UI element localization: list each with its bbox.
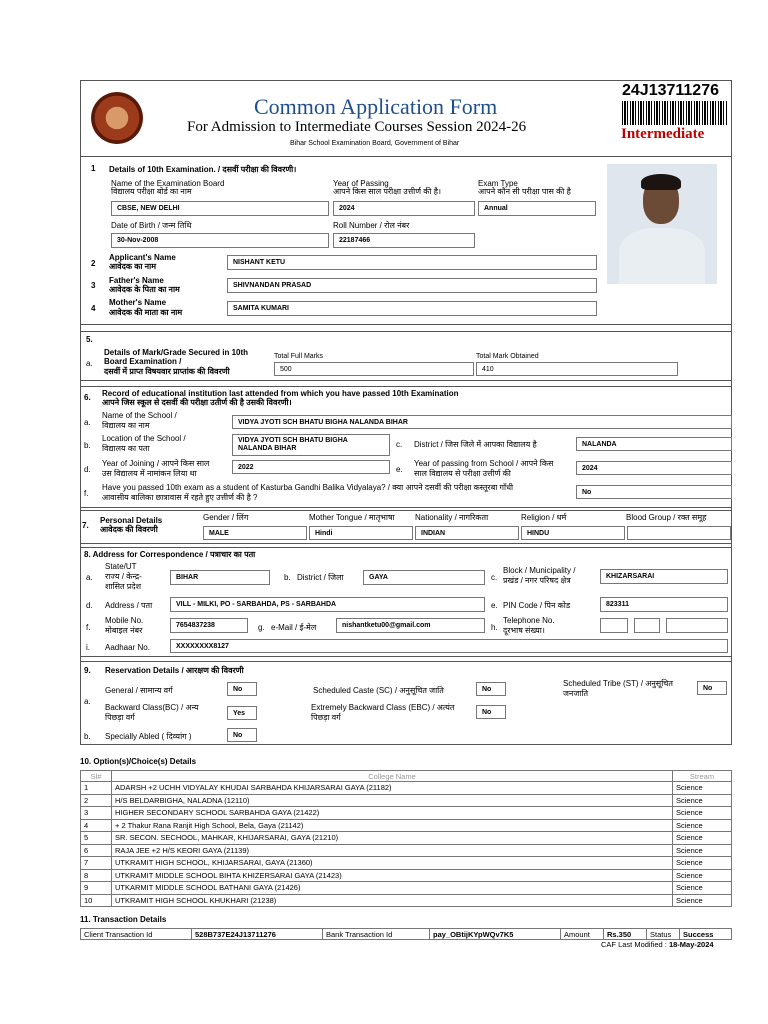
- email-field[interactable]: nishantketu00@gmail.com: [336, 618, 485, 633]
- stream-label: Intermediate: [621, 126, 705, 142]
- table-row: [81, 794, 732, 807]
- option-college: H/S BELDARBIGHA, NALADNA (12110): [112, 794, 673, 807]
- table-row: [81, 782, 732, 795]
- school-location-field[interactable]: [232, 434, 390, 456]
- transaction-title: 11. Transaction Details: [80, 915, 167, 924]
- option-sl: 7: [81, 857, 112, 870]
- mother-name-field[interactable]: SAMITA KUMARI: [227, 301, 597, 316]
- option-college: UTKRAMIT HIGH SCHOOL, KHIJARSARAI, GAYA (21360): [112, 857, 673, 870]
- school-district-field[interactable]: NALANDA: [576, 437, 732, 451]
- school-title-hi: आपने जिस स्कूल से दसवीं की परीक्षा उतीर्ण की है उसकी विवरणी।: [102, 398, 292, 407]
- table-row: [81, 894, 732, 907]
- mobile-label-hi: मोबाइल नंबर: [105, 626, 143, 635]
- roll-field[interactable]: 22187466: [333, 233, 475, 248]
- applicant-name-label-hi: आवेदक का नाम: [109, 262, 156, 271]
- applicant-photo: [607, 164, 717, 284]
- form-subtitle: For Admission to Intermediate Courses Session 2024-26: [187, 119, 527, 135]
- dob-label: Date of Birth / जन्म तिथि: [111, 221, 192, 230]
- form-title: Common Application Form: [254, 94, 498, 119]
- state-a-marker: a.: [86, 573, 93, 582]
- transaction-row: [81, 929, 732, 940]
- marks-label-2: Board Examination /: [104, 357, 182, 366]
- mobile-field[interactable]: 7654837238: [170, 618, 248, 633]
- applicant-name-field[interactable]: NISHANT KETU: [227, 255, 597, 270]
- school-name-field[interactable]: VIDYA JYOTI SCH BHATU BIGHA NALANDA BIHAR: [232, 415, 732, 429]
- abled-label: Specially Abled ( दिव्यांग ): [105, 732, 192, 741]
- father-name-label: Father's Name: [109, 276, 164, 285]
- section-5-number: 5.: [86, 335, 93, 344]
- tel-h-marker: h.: [491, 623, 498, 632]
- option-sl: 6: [81, 844, 112, 857]
- school-location-label: Location of the School /: [102, 434, 186, 443]
- school-name-label: Name of the School /: [102, 411, 177, 420]
- father-name-field[interactable]: SHIVNANDAN PRASAD: [227, 278, 597, 293]
- option-college: ADARSH +2 UCHH VIDYALAY KHUDAI SARBAHDA KHIJARSARAI GAYA (21182): [112, 782, 673, 795]
- option-college: + 2 Thakur Rana Ranjit High School, Bela, Gaya (21142): [112, 819, 673, 832]
- year-label-hi: आपने किस साल परीक्षा उत्तीर्ण की है।: [333, 187, 441, 196]
- year-label: Year of Passing: [333, 179, 389, 188]
- option-sl: 3: [81, 807, 112, 820]
- options-header-sl: Sl#: [81, 771, 112, 782]
- option-stream: Science: [673, 832, 732, 845]
- section-7-number: 7.: [82, 521, 89, 530]
- school-c-marker: c.: [396, 440, 403, 449]
- option-stream: Science: [673, 869, 732, 882]
- table-row: [81, 807, 732, 820]
- state-label-hi2: शासित प्रदेश: [105, 582, 142, 591]
- nationality-label: Nationality / नागरिकता: [415, 513, 489, 522]
- sc-label: Scheduled Caste (SC) / अनुसूचित जाति: [313, 686, 444, 695]
- transaction-table: [80, 928, 732, 940]
- amount-value: Rs.350: [604, 929, 647, 940]
- exam-type-field[interactable]: Annual: [478, 201, 596, 216]
- address-d-marker: d.: [86, 601, 93, 610]
- school-f-marker: f.: [84, 489, 89, 498]
- amount-label: Amount: [561, 929, 604, 940]
- option-stream: Science: [673, 819, 732, 832]
- bc-field[interactable]: Yes: [227, 706, 257, 720]
- personal-label: Personal Details: [100, 516, 163, 525]
- roll-label: Roll Number / रोल नंबर: [333, 221, 410, 230]
- ebc-label-hi: पिछड़ा वर्ग: [311, 713, 341, 722]
- table-row: [81, 844, 732, 857]
- table-row: [81, 882, 732, 895]
- options-table: [80, 770, 732, 907]
- kgbv-label-hi: आवासीय बालिका छात्रावास में रहते हुए उत्तीर्ण की है ?: [102, 493, 258, 502]
- option-sl: 1: [81, 782, 112, 795]
- board-label: Name of the Examination Board: [111, 179, 225, 188]
- st-label-hi: जनजाति: [563, 689, 589, 698]
- st-label: Scheduled Tribe (ST) / अनुसूचित: [563, 679, 673, 688]
- board-name: Bihar School Examination Board, Government of Bihar: [290, 140, 460, 147]
- section-3-number: 3: [91, 281, 96, 290]
- bank-txn-label: Bank Transaction Id: [323, 929, 430, 940]
- total-obtained-label: Total Mark Obtained: [476, 353, 539, 360]
- client-txn-label: Client Transaction Id: [81, 929, 192, 940]
- reservation-title: Reservation Details / आरक्षण की विवरणी: [105, 666, 244, 675]
- option-college: HIGHER SECONDARY SCHOOL SARBAHDA GAYA (21422): [112, 807, 673, 820]
- school-location-label-hi: विद्यालय का पता: [102, 444, 150, 453]
- join-year-label: Year of Joining / आपने किस साल: [102, 459, 210, 468]
- option-stream: Science: [673, 882, 732, 895]
- option-college: UTKRAMIT HIGH SCHOOL KHUKHARI (21238): [112, 894, 673, 907]
- block-field[interactable]: KHIZARSARAI: [600, 569, 728, 584]
- status-label: Status: [647, 929, 680, 940]
- exam-type-label-hi: आपने कौन सी परीक्षा पास की है: [478, 187, 571, 196]
- address-title: 8. Address for Correspondence / पत्राचार का पता: [84, 550, 256, 559]
- aadhaar-i-marker: i.: [86, 643, 90, 652]
- total-full-label: Total Full Marks: [274, 353, 324, 360]
- option-stream: Science: [673, 844, 732, 857]
- telephone-label: Telephone No.: [503, 616, 555, 625]
- option-sl: 2: [81, 794, 112, 807]
- telephone-std-field[interactable]: [600, 618, 628, 633]
- st-field[interactable]: No: [697, 681, 727, 695]
- marks-label: Details of Mark/Grade Secured in 10th: [104, 348, 249, 357]
- option-college: UTKRAMIT MIDDLE SCHOOL BIHTA KHIZERSARAI GAYA (21423): [112, 869, 673, 882]
- board-seal-logo: [91, 92, 143, 144]
- blood-group-field[interactable]: [627, 526, 731, 540]
- email-g-marker: g.: [258, 623, 265, 632]
- personal-label-hi: आवेदक की विवरणी: [100, 525, 158, 534]
- option-stream: Science: [673, 857, 732, 870]
- option-sl: 8: [81, 869, 112, 882]
- address-field[interactable]: VILL - MILKI, PO - SARBAHDA, PS - SARBAHDA: [170, 597, 485, 612]
- nationality-field[interactable]: INDIAN: [415, 526, 519, 540]
- school-a-marker: a.: [84, 418, 91, 427]
- school-b-marker: b.: [84, 441, 91, 450]
- option-college: UTKARMIT MIDDLE SCHOOL BATHANI GAYA (21426): [112, 882, 673, 895]
- photo-hair: [641, 174, 681, 190]
- blood-group-label: Blood Group / रक्त समूह: [626, 513, 707, 522]
- table-row: [81, 857, 732, 870]
- section-4-number: 4: [91, 304, 96, 313]
- total-obtained-field[interactable]: 410: [476, 362, 678, 376]
- mobile-label: Mobile No.: [105, 616, 144, 625]
- section-1-title: Details of 10th Examination. / दसवीं परीक्षा की विवरणी।: [109, 165, 297, 174]
- table-row: [81, 819, 732, 832]
- form-id: 24J13711276: [622, 82, 719, 99]
- general-field[interactable]: No: [227, 682, 257, 696]
- aadhaar-label: Aadhaar No.: [105, 643, 150, 652]
- pass-year-label-hi: साल विद्यालय से परीक्षा उत्तीर्ण की: [414, 469, 511, 478]
- sc-field[interactable]: No: [476, 682, 506, 696]
- pass-year-label: Year of passing from School / आपने किस: [414, 459, 554, 468]
- block-c-marker: c.: [491, 573, 498, 582]
- marks-label-hi: दसवीं में प्राप्त विषयवार प्राप्तांक की विवरणी: [104, 367, 230, 376]
- options-header-row: [81, 771, 732, 782]
- school-d-marker: d.: [84, 465, 91, 474]
- section-5-sub: a.: [86, 359, 93, 368]
- telephone-label-hi: दूरभाष संख्या।: [503, 626, 545, 635]
- year-field[interactable]: 2024: [333, 201, 475, 216]
- last-modified-value: 18-May-2024: [668, 940, 714, 949]
- pass-year-field[interactable]: 2024: [576, 461, 732, 475]
- table-row: [81, 832, 732, 845]
- bank-txn-value: pay_OBtijKYpWQv7K5: [430, 929, 561, 940]
- option-stream: Science: [673, 894, 732, 907]
- bc-label: Backward Class(BC) / अन्य: [105, 703, 199, 712]
- options-header-stream: Stream: [673, 771, 732, 782]
- kgbv-field[interactable]: No: [576, 485, 732, 499]
- state-field[interactable]: BIHAR: [170, 570, 270, 585]
- option-sl: 5: [81, 832, 112, 845]
- options-header-college: College Name: [112, 771, 673, 782]
- pin-e-marker: e.: [491, 601, 498, 610]
- ebc-label: Extremely Backward Class (EBC) / अत्यंत: [311, 703, 455, 712]
- board-label-hi: विद्यालय परीक्षा बोर्ड का नाम: [111, 187, 192, 196]
- district-b-marker: b.: [284, 573, 291, 582]
- district-field[interactable]: GAYA: [363, 570, 485, 585]
- father-name-label-hi: आवेदक के पिता का नाम: [109, 285, 180, 294]
- dob-field[interactable]: 30-Nov-2008: [111, 233, 329, 248]
- aadhaar-field[interactable]: XXXXXXXX8127: [170, 639, 728, 653]
- applicant-name-label: Applicant's Name: [109, 253, 176, 262]
- last-modified: [601, 940, 714, 949]
- table-row: [81, 869, 732, 882]
- option-college: RAJA JEE +2 H/S KEORI GAYA (21139): [112, 844, 673, 857]
- address-label: Address / पता: [105, 601, 153, 610]
- mother-name-label: Mother's Name: [109, 298, 167, 307]
- abled-field[interactable]: No: [227, 728, 257, 742]
- barcode: [622, 101, 728, 125]
- school-location-line2: NALANDA BIHAR: [238, 445, 297, 452]
- option-stream: Science: [673, 807, 732, 820]
- general-label: General / सामान्य वर्ग: [105, 686, 173, 695]
- tongue-label: Mother Tongue / मातृभाषा: [309, 513, 395, 522]
- reservation-b-marker: b.: [84, 732, 91, 741]
- last-modified-label: CAF Last Modified :: [601, 940, 667, 949]
- school-title: Record of educational institution last attended from which you have passed 10th Examination: [102, 389, 459, 398]
- telephone-ext-field[interactable]: [666, 618, 728, 633]
- tongue-field[interactable]: Hindi: [309, 526, 413, 540]
- status-value: Success: [680, 929, 732, 940]
- block-label: Block / Municipality /: [503, 566, 576, 575]
- reservation-a-marker: a.: [84, 697, 91, 706]
- kgbv-label: Have you passed 10th exam as a student of Kasturba Gandhi Balika Vidyalaya? / क्या आपने दसवीं की परीक्षा कस्तूरबा गाँधी: [102, 483, 514, 492]
- option-sl: 10: [81, 894, 112, 907]
- mobile-f-marker: f.: [86, 623, 91, 632]
- section-1-number: 1: [91, 164, 96, 173]
- state-label: State/UT: [105, 562, 137, 571]
- religion-label: Religion / धर्म: [521, 513, 567, 522]
- option-stream: Science: [673, 794, 732, 807]
- option-college: SR. SECON. SECHOOL, MAHKAR, KHIJARSARAI, GAYA (21210): [112, 832, 673, 845]
- state-label-hi: राज्य / केन्द्र-: [105, 572, 142, 581]
- gender-field[interactable]: MALE: [203, 526, 307, 540]
- option-sl: 4: [81, 819, 112, 832]
- total-full-field[interactable]: 500: [274, 362, 474, 376]
- district-label: District / जिला: [297, 573, 344, 582]
- school-e-marker: e.: [396, 465, 403, 474]
- ebc-field[interactable]: No: [476, 705, 506, 719]
- pin-field[interactable]: 823311: [600, 597, 728, 612]
- section-6-number: 6.: [84, 393, 91, 402]
- section-9-number: 9.: [84, 666, 91, 675]
- telephone-field[interactable]: [634, 618, 660, 633]
- school-location-line1: VIDYA JYOTI SCH BHATU BIGHA: [238, 437, 348, 444]
- bc-label-hi: पिछड़ा वर्ग: [105, 713, 135, 722]
- option-sl: 9: [81, 882, 112, 895]
- exam-type-label: Exam Type: [478, 179, 518, 188]
- pin-label: PIN Code / पिन कोड: [503, 601, 571, 610]
- gender-label: Gender / लिंग: [203, 513, 249, 522]
- board-field[interactable]: CBSE, NEW DELHI: [111, 201, 329, 216]
- school-district-label: District / जिस जिले में आपका विद्यालय है: [414, 440, 537, 449]
- mother-name-label-hi: आवेदक की माता का नाम: [109, 308, 183, 317]
- options-title: 10. Option(s)/Choice(s) Details: [80, 757, 197, 766]
- client-txn-value: 528B737E24J13711276: [192, 929, 323, 940]
- option-stream: Science: [673, 782, 732, 795]
- email-label: e-Mail / ई-मेल: [271, 623, 317, 632]
- religion-field[interactable]: HINDU: [521, 526, 625, 540]
- block-label-hi: प्रखंड / नगर परिषद क्षेत्र: [503, 576, 571, 585]
- photo-shirt: [619, 228, 705, 284]
- join-year-field[interactable]: 2022: [232, 460, 390, 474]
- join-year-label-hi: उस विद्यालय में नामांकन लिया था: [102, 469, 197, 478]
- school-name-label-hi: विद्यालय का नाम: [102, 421, 150, 430]
- section-2-number: 2: [91, 259, 96, 268]
